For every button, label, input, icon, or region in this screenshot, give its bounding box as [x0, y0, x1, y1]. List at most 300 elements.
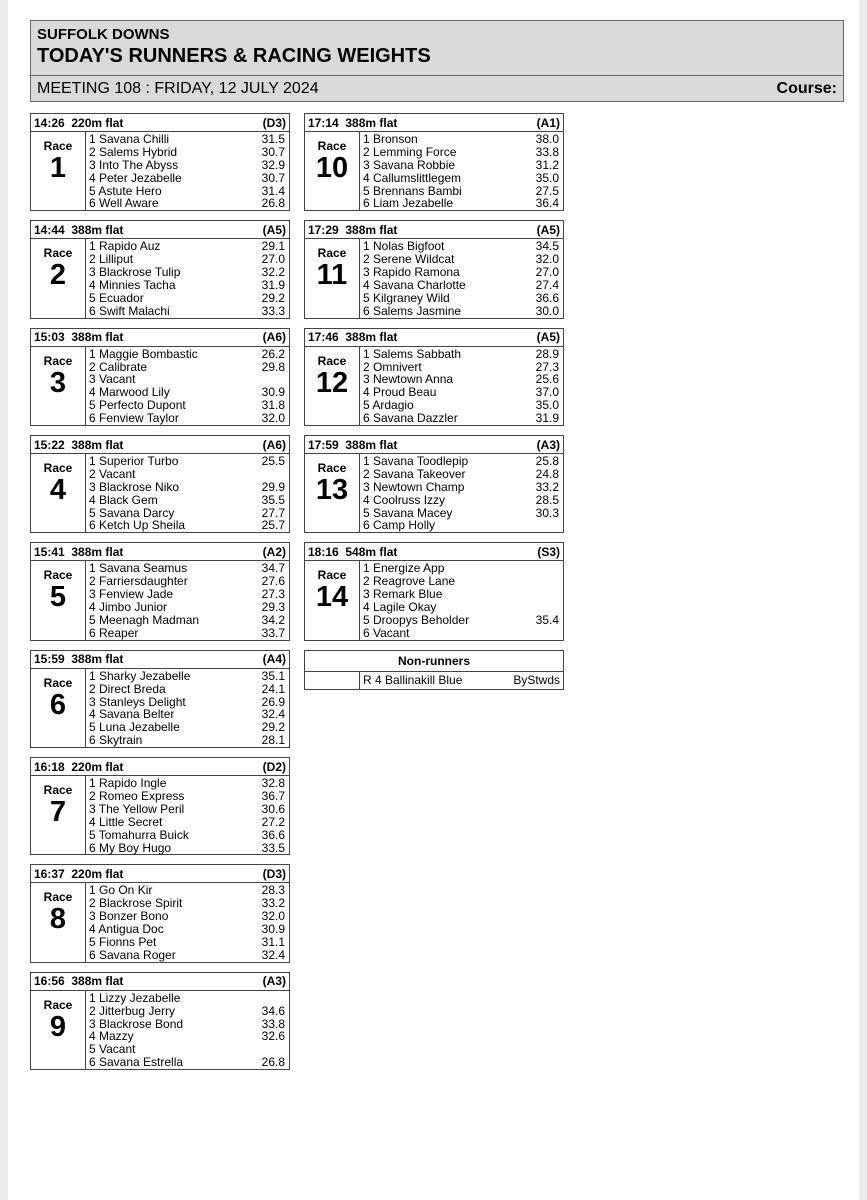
- runner-name: 2 Farriersdaughter: [89, 574, 188, 589]
- race-body: [305, 347, 563, 425]
- race-time: 17:14: [308, 115, 339, 130]
- race-grade: (A1): [536, 115, 560, 130]
- runner-name: 6 Salems Jasmine: [363, 303, 462, 318]
- race-number: 10: [315, 152, 349, 184]
- race-header: [305, 436, 563, 454]
- runner-weight: 29.1: [261, 239, 285, 254]
- runner-name: 6 Savana Dazzler: [363, 411, 458, 426]
- runner-name: 5 Ardagio: [363, 398, 414, 413]
- runner-weight: 36.6: [535, 290, 559, 305]
- runner-name: 2 Salems Hybrid: [89, 144, 178, 159]
- runner-name: 4 Mazzy: [89, 1029, 134, 1044]
- runner-weight: 34.5: [535, 239, 559, 254]
- runner-list: [360, 132, 563, 210]
- runner-weight: 30.7: [261, 144, 285, 159]
- runner-weight: [285, 992, 286, 1005]
- race-number: 9: [49, 1010, 67, 1043]
- page-title: TODAY'S RUNNERS & RACING WEIGHTS: [37, 45, 431, 67]
- runner-name: 1 Rapido Ingle: [89, 776, 167, 791]
- race-card-13: [304, 435, 564, 533]
- race-header: [31, 543, 289, 561]
- runner-list: [360, 454, 563, 532]
- runner-name: 1 Savana Toodlepip: [363, 454, 469, 469]
- runner-name: 2 Savana Takeover: [363, 466, 466, 481]
- runner-weight: 32.9: [261, 157, 285, 172]
- runner-weight: 34.2: [261, 612, 285, 627]
- runner-row: [363, 159, 560, 172]
- runner-name: 2 Omnivert: [363, 359, 422, 374]
- race-card-2: [30, 220, 290, 318]
- race-body: [305, 561, 563, 639]
- runner-row: [89, 292, 286, 305]
- race-header: [305, 221, 563, 239]
- runner-name: 4 Lagile Okay: [363, 600, 437, 615]
- runner-row: [89, 790, 286, 803]
- race-body: [31, 669, 289, 747]
- runner-weight: 35.0: [535, 398, 559, 413]
- runner-name: 1 Nolas Bigfoot: [363, 239, 445, 254]
- race-grade: (S3): [537, 544, 560, 559]
- runner-name: 2 Lemming Force: [363, 144, 457, 159]
- race-time-distance: [308, 545, 397, 559]
- runner-name: 6 Well Aware: [89, 196, 159, 211]
- race-card-10: [304, 113, 564, 211]
- runner-row: [89, 734, 286, 747]
- race-body: [305, 454, 563, 532]
- race-time-distance: [308, 438, 397, 452]
- race-word: Race: [317, 353, 347, 368]
- runner-name: 3 Remark Blue: [363, 587, 443, 602]
- runner-name: 1 Maggie Bombastic: [89, 346, 198, 361]
- runner-weight: 29.2: [261, 720, 285, 735]
- runner-name: 1 Bronson: [363, 132, 418, 146]
- race-body: [31, 991, 289, 1069]
- runner-row: [89, 816, 286, 829]
- runner-name: 5 Ecuador: [89, 290, 144, 305]
- race-time: 17:46: [308, 330, 339, 345]
- race-distance: 388m flat: [71, 652, 124, 667]
- runner-name: 3 Blackrose Bond: [89, 1016, 184, 1031]
- runner-weight: [285, 373, 286, 386]
- race-header: [31, 436, 289, 454]
- runner-name: 5 Meenagh Madman: [89, 612, 200, 627]
- runner-weight: 32.0: [261, 909, 285, 924]
- race-distance: 220m flat: [71, 759, 124, 774]
- race-header: [31, 221, 289, 239]
- race-label: [31, 883, 86, 961]
- runner-name: 6 Camp Holly: [363, 518, 436, 533]
- runner-weight: 27.7: [261, 505, 285, 520]
- race-card-12: [304, 328, 564, 426]
- runner-row: [89, 829, 286, 842]
- runner-name: 6 Ketch Up Sheila: [89, 518, 186, 533]
- runner-name: 4 Antigua Doc: [89, 922, 164, 937]
- race-number: 2: [49, 259, 67, 292]
- race-grade: (D2): [262, 759, 286, 774]
- race-word: Race: [317, 139, 347, 153]
- race-word: Race: [43, 997, 73, 1012]
- race-time-distance: [308, 116, 397, 130]
- race-number: 5: [49, 581, 67, 614]
- race-time: 16:37: [34, 866, 65, 881]
- race-label: [305, 347, 360, 425]
- runner-list: [86, 132, 289, 210]
- runner-row: [89, 172, 286, 185]
- runner-weight: 29.8: [261, 359, 285, 374]
- runner-name: 6 My Boy Hugo: [89, 840, 172, 855]
- race-distance: 220m flat: [71, 115, 124, 130]
- runner-row: [363, 601, 560, 614]
- runner-weight: [285, 468, 286, 481]
- non-runner-entry: R 4 Ballinakill Blue: [363, 673, 463, 688]
- race-grade: (A3): [262, 974, 286, 989]
- race-number: 11: [316, 259, 348, 292]
- race-card-1: [30, 113, 290, 211]
- runner-row: [89, 197, 286, 210]
- runner-name: 2 Romeo Express: [89, 788, 185, 803]
- racecard-page: [8, 0, 859, 1200]
- race-card-14: [304, 542, 564, 640]
- runner-list: [86, 347, 289, 425]
- runner-name: 5 Savana Darcy: [89, 505, 175, 520]
- runner-weight: 27.2: [261, 814, 285, 829]
- runner-weight: 28.3: [261, 883, 285, 898]
- runner-weight: 30.7: [261, 170, 285, 185]
- race-label: [31, 132, 86, 210]
- runner-name: 1 Rapido Auz: [89, 239, 161, 254]
- race-time: 15:22: [34, 437, 65, 452]
- runner-weight: 30.0: [535, 303, 559, 318]
- race-time: 17:29: [308, 222, 339, 237]
- runner-row: [89, 305, 286, 318]
- runner-name: 1 Sharky Jezabelle: [89, 668, 191, 683]
- runner-name: 5 Vacant: [89, 1042, 136, 1057]
- race-word: Race: [43, 353, 73, 368]
- runner-weight: [559, 575, 560, 588]
- runner-row: [363, 146, 560, 159]
- race-time: 16:56: [34, 974, 65, 989]
- race-body: [31, 776, 289, 854]
- races-column-right: [304, 113, 564, 690]
- runner-name: 3 Into The Abyss: [89, 157, 179, 172]
- runner-row: [89, 670, 286, 683]
- runner-list: [86, 991, 289, 1069]
- runner-name: 5 Perfecto Dupont: [89, 398, 186, 413]
- race-distance: 388m flat: [71, 222, 124, 237]
- race-number: 7: [49, 796, 67, 829]
- runner-row: [89, 601, 286, 614]
- runner-weight: 33.8: [535, 144, 559, 159]
- race-body: [31, 132, 289, 210]
- races-column-left: [30, 113, 290, 1079]
- runner-weight: 30.6: [261, 801, 285, 816]
- runner-weight: 31.1: [261, 934, 285, 949]
- race-grade: (A5): [536, 222, 560, 237]
- runner-weight: [559, 562, 560, 575]
- race-grade: (A5): [262, 222, 286, 237]
- runner-row: [89, 1056, 286, 1069]
- non-runner-row: [305, 672, 563, 689]
- non-runners-box: [304, 650, 564, 690]
- runner-row: [89, 481, 286, 494]
- runner-name: 4 Black Gem: [89, 492, 158, 507]
- runner-weight: 32.4: [261, 707, 285, 722]
- race-time-distance: [34, 223, 123, 237]
- race-header: [31, 865, 289, 883]
- race-label: [31, 776, 86, 854]
- race-word: Race: [317, 568, 347, 583]
- race-distance: 388m flat: [345, 437, 398, 452]
- runner-weight: [285, 1043, 286, 1056]
- race-body: [31, 347, 289, 425]
- runner-name: 4 Callumslittlegem: [363, 170, 462, 185]
- race-card-8: [30, 864, 290, 962]
- runner-name: 4 Marwood Lily: [89, 385, 170, 400]
- runner-name: 6 Reaper: [89, 625, 139, 640]
- runner-weight: 31.5: [261, 132, 285, 146]
- race-time: 14:26: [34, 115, 65, 130]
- race-distance: 388m flat: [345, 115, 398, 130]
- runner-weight: 32.4: [261, 947, 285, 962]
- race-grade: (A2): [262, 544, 286, 559]
- race-word: Race: [43, 675, 73, 690]
- race-card-7: [30, 757, 290, 855]
- runner-weight: 34.7: [261, 561, 285, 576]
- race-body: [31, 883, 289, 961]
- runner-name: 6 Fenview Taylor: [89, 411, 179, 426]
- runner-name: 2 Jitterbug Jerry: [89, 1003, 176, 1018]
- runner-name: 4 Little Secret: [89, 814, 163, 829]
- runner-name: 3 Blackrose Niko: [89, 479, 180, 494]
- runner-weight: 26.8: [261, 196, 285, 211]
- runner-weight: 26.2: [261, 346, 285, 361]
- runner-row: [89, 803, 286, 816]
- race-number: 6: [49, 688, 67, 721]
- non-runner-spacer: [305, 672, 360, 689]
- race-body: [31, 454, 289, 532]
- runner-row: [363, 455, 560, 468]
- runner-name: 4 Savana Charlotte: [363, 278, 466, 293]
- runner-name: 3 Vacant: [89, 372, 136, 387]
- runner-row: [89, 614, 286, 627]
- runner-row: [89, 133, 286, 146]
- runner-row: [89, 348, 286, 361]
- runner-row: [363, 292, 560, 305]
- runner-weight: 28.1: [261, 733, 285, 748]
- runner-weight: 27.4: [535, 278, 559, 293]
- race-time-distance: [34, 438, 123, 452]
- runner-name: 3 Newtown Anna: [363, 372, 454, 387]
- race-word: Race: [43, 246, 73, 261]
- runner-weight: 26.9: [261, 694, 285, 709]
- runner-weight: 33.7: [261, 625, 285, 640]
- runner-list: [360, 239, 563, 317]
- race-word: Race: [43, 568, 73, 583]
- race-distance: 388m flat: [71, 330, 124, 345]
- runner-list: [86, 454, 289, 532]
- race-number: 1: [49, 152, 67, 184]
- race-grade: (D3): [262, 115, 286, 130]
- runner-row: [363, 614, 560, 627]
- runner-name: 2 Calibrate: [89, 359, 148, 374]
- runner-row: [89, 992, 286, 1005]
- runner-name: 1 Energize App: [363, 561, 445, 576]
- runner-row: [89, 842, 286, 855]
- runner-weight: 35.4: [535, 612, 559, 627]
- runner-list: [360, 347, 563, 425]
- race-label: [305, 239, 360, 317]
- runner-weight: 24.8: [535, 466, 559, 481]
- runner-weight: [559, 601, 560, 614]
- race-card-11: [304, 220, 564, 318]
- runner-weight: [559, 588, 560, 601]
- runner-row: [89, 1005, 286, 1018]
- race-card-9: [30, 972, 290, 1070]
- race-number: 3: [49, 366, 67, 399]
- runner-row: [89, 936, 286, 949]
- race-header: [31, 114, 289, 132]
- runner-weight: 35.1: [261, 668, 285, 683]
- runner-name: 5 Fionns Pet: [89, 934, 157, 949]
- race-grade: (A6): [262, 437, 286, 452]
- runner-name: 3 Newtown Champ: [363, 479, 465, 494]
- venue-name: SUFFOLK DOWNS: [37, 26, 170, 43]
- runner-weight: [559, 627, 560, 640]
- runner-name: 6 Swift Malachi: [89, 303, 170, 318]
- race-time: 16:18: [34, 759, 65, 774]
- runner-weight: 27.6: [261, 574, 285, 589]
- runner-weight: 37.0: [535, 385, 559, 400]
- runner-row: [363, 627, 560, 640]
- race-distance: 388m flat: [345, 330, 398, 345]
- runner-name: 1 Savana Chilli: [89, 132, 170, 146]
- runner-weight: 31.4: [261, 183, 285, 198]
- race-word: Race: [43, 139, 73, 153]
- runner-weight: 27.3: [261, 587, 285, 602]
- runner-name: 2 Blackrose Spirit: [89, 896, 183, 911]
- non-runner-detail: [360, 672, 563, 689]
- race-distance: 220m flat: [71, 866, 124, 881]
- race-header: [31, 758, 289, 776]
- runner-weight: 25.7: [261, 518, 285, 533]
- runner-row: [89, 159, 286, 172]
- race-distance: 388m flat: [71, 974, 124, 989]
- race-time-distance: [34, 330, 123, 344]
- runner-row: [89, 494, 286, 507]
- runner-weight: 35.5: [261, 492, 285, 507]
- race-number: 8: [49, 903, 67, 936]
- runner-weight: 31.8: [261, 398, 285, 413]
- runner-name: 5 Luna Jezabelle: [89, 720, 180, 735]
- runner-weight: 24.1: [261, 681, 285, 696]
- runner-weight: 29.3: [261, 600, 285, 615]
- race-time: 15:41: [34, 544, 65, 559]
- race-word: Race: [317, 461, 347, 476]
- meeting-info: MEETING 108 : FRIDAY, 12 JULY 2024: [37, 79, 319, 97]
- race-header: [305, 114, 563, 132]
- runner-name: 3 Stanleys Delight: [89, 694, 186, 709]
- runner-row: [363, 468, 560, 481]
- runner-row: [89, 146, 286, 159]
- runner-weight: [559, 519, 560, 532]
- race-card-6: [30, 650, 290, 748]
- race-time-distance: [34, 867, 123, 881]
- runner-weight: 32.8: [261, 776, 285, 791]
- race-time-distance: [308, 330, 397, 344]
- non-runner-reason: ByStwds: [513, 673, 560, 688]
- race-header: [305, 329, 563, 347]
- race-number: 13: [315, 474, 349, 507]
- non-runners-title: Non-runners: [305, 651, 563, 672]
- runner-name: 2 Reagrove Lane: [363, 574, 456, 589]
- runner-name: 2 Direct Breda: [89, 681, 166, 696]
- runner-weight: 33.3: [261, 303, 285, 318]
- race-word: Race: [43, 890, 73, 905]
- race-label: [31, 669, 86, 747]
- race-card-4: [30, 435, 290, 533]
- runner-list: [86, 776, 289, 854]
- runner-weight: 31.9: [261, 278, 285, 293]
- race-label: [305, 454, 360, 532]
- race-label: [31, 561, 86, 639]
- runner-name: 5 Kilgraney Wild: [363, 290, 450, 305]
- race-label: [31, 239, 86, 317]
- runner-row: [89, 627, 286, 640]
- runner-name: 3 The Yellow Peril: [89, 801, 185, 816]
- race-card-3: [30, 328, 290, 426]
- runner-row: [89, 455, 286, 468]
- runner-name: 5 Tomahurra Buick: [89, 827, 189, 842]
- runner-weight: 28.9: [535, 346, 559, 361]
- runner-name: 1 Salems Sabbath: [363, 346, 462, 361]
- runner-weight: 25.6: [535, 372, 559, 387]
- runner-name: 2 Serene Wildcat: [363, 252, 455, 267]
- runner-list: [86, 239, 289, 317]
- race-time-distance: [34, 116, 123, 130]
- runner-name: 5 Brennans Bambi: [363, 183, 462, 198]
- runner-name: 6 Vacant: [363, 625, 410, 640]
- race-time-distance: [308, 223, 397, 237]
- runner-weight: 28.5: [535, 492, 559, 507]
- runner-name: 3 Bonzer Bono: [89, 909, 169, 924]
- runner-list: [86, 561, 289, 639]
- runner-name: 2 Lilliput: [89, 252, 134, 267]
- runner-weight: 36.4: [535, 196, 559, 211]
- runner-weight: 31.9: [535, 411, 559, 426]
- race-header: [31, 973, 289, 991]
- runner-row: [89, 683, 286, 696]
- runner-weight: 33.5: [261, 840, 285, 855]
- race-distance: 388m flat: [71, 437, 124, 452]
- race-time: 15:03: [34, 330, 65, 345]
- race-label: [31, 347, 86, 425]
- runner-row: [363, 172, 560, 185]
- runner-name: 1 Lizzy Jezabelle: [89, 990, 181, 1005]
- runner-weight: 33.2: [261, 896, 285, 911]
- runner-name: 4 Savana Belter: [89, 707, 175, 722]
- race-distance: 548m flat: [345, 544, 398, 559]
- runner-name: 4 Proud Beau: [363, 385, 437, 400]
- race-time: 15:59: [34, 652, 65, 667]
- runner-row: [89, 949, 286, 962]
- runner-weight: 36.6: [261, 827, 285, 842]
- runner-weight: 33.8: [261, 1016, 285, 1031]
- runner-row: [363, 481, 560, 494]
- race-grade: (A6): [262, 330, 286, 345]
- runner-weight: 27.0: [261, 252, 285, 267]
- runner-row: [89, 279, 286, 292]
- runner-row: [363, 348, 560, 361]
